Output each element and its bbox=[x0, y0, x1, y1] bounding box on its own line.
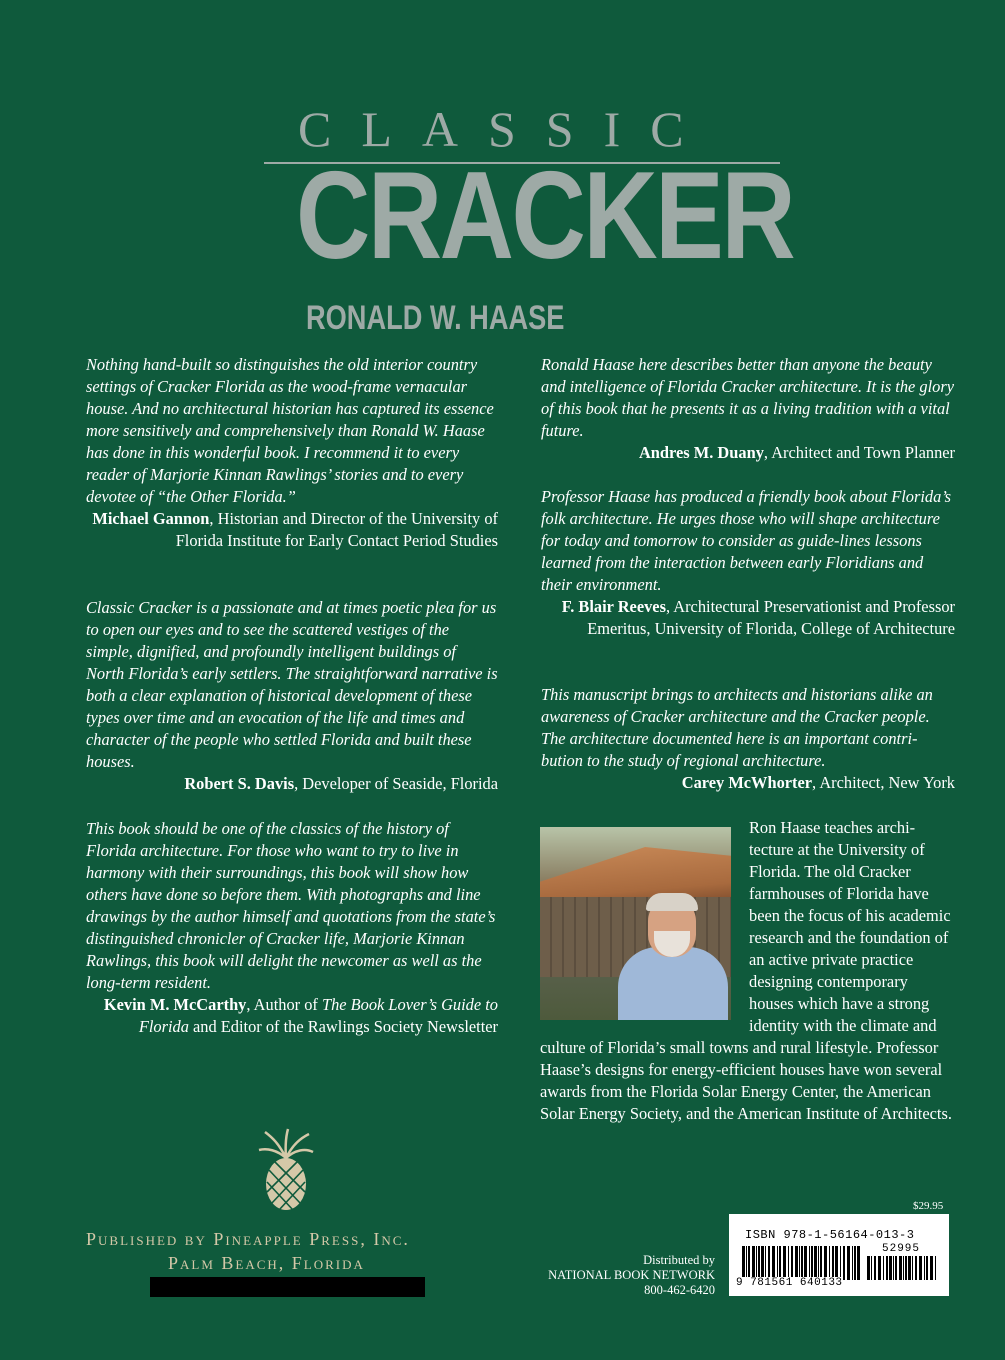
blurb-davis bbox=[86, 597, 498, 795]
blurb-role: , Architect and Town Planner bbox=[763, 443, 955, 462]
distributor-label: Distributed by bbox=[643, 1253, 715, 1267]
blurb-author: Andres M. Duany bbox=[638, 443, 764, 462]
blurb-quote-text: is a passionate and at times poetic plea for us to open our eyes and to see the scattered vestiges of the simple, dignified, and profoundly intelligent buildings of North Florida’s early settlers. The straightforward narrative is both a clear explanation of historical development of these types over time and an evocation of the life and times and character of the people who settled Florida and built these houses. bbox=[86, 598, 498, 771]
barcode-addon-icon bbox=[867, 1256, 939, 1280]
blurb-author: F. Blair Reeves bbox=[561, 597, 666, 616]
author-bio bbox=[540, 817, 952, 1125]
distributor-info bbox=[548, 1253, 715, 1298]
author-name: RONALD W. HAASE bbox=[306, 299, 565, 337]
blurb-quote: Nothing hand-built so distinguishes the old interior country settings of Cracker Florida as the wood-frame vernacular house. And no architectural historian has captured its essence more sensitively and comprehensively than Ronald W. Haase has done in this wonderful book. I recommend it to every reader of Marjorie Kinnan Rawlings’ stories and to every devotee of “the Other Florida.” bbox=[86, 355, 494, 506]
barcode-addon-number: 52995 bbox=[882, 1243, 921, 1255]
blurb-mccarthy bbox=[86, 818, 498, 1038]
pineapple-logo-icon bbox=[255, 1128, 317, 1212]
blurb-gannon bbox=[86, 354, 498, 552]
author-bio-text: Ron Haase teaches archi-tecture at the University of Florida. The old Cracker farmhouses of Florida have been the focus of his academic research and the foundation of an active private practice designing contemporary houses which have a strong identity with the climate and culture of Florida’s small towns and rural lifestyle. Professor Haase’s designs for energy-efficient houses have won several awards from the Florida Solar Energy Center, the American Solar Energy Society, and the American Institute of Architects. bbox=[540, 818, 952, 1123]
publisher-name: Published by Pineapple Press, Inc. bbox=[86, 1229, 410, 1249]
barcode-ean-number: 9 781561 640133 bbox=[736, 1277, 843, 1289]
barcode-icon bbox=[742, 1246, 862, 1280]
photo-author-shirt bbox=[618, 947, 728, 1020]
blurb-quote: Professor Haase has produced a friendly book about Florida’s folk architecture. He urges those who will shape architecture for today and tomorrow to consider as guide-lines lessons learned from the interaction between early Floridians and their environment. bbox=[541, 487, 952, 594]
blurb-role: , Architect, New York bbox=[812, 773, 955, 792]
title-line-cracker: CRACKER bbox=[296, 147, 794, 285]
blurb-author: Kevin M. McCarthy bbox=[103, 995, 247, 1014]
blurb-duany bbox=[541, 354, 955, 464]
blurb-quote: This book should be one of the classics of the history of Florida architecture. For those who want to try to live in harmony with their surroundings, this book will show how others have done so before them. With photographs and line drawings by the author himself and quotations from the state’s distinguished chronicler of Cracker life, Marjorie Kinnan Rawlings, this book will delight the newcomer as well as the long-term resident. bbox=[86, 819, 496, 992]
blurb-role-rest: and Editor of the Rawlings Society Newsletter bbox=[188, 1017, 498, 1036]
blurb-reeves bbox=[541, 486, 955, 640]
price: $29.95 bbox=[913, 1200, 944, 1212]
blurb-role-title: The Book Lover’s Guide to Florida bbox=[138, 995, 498, 1036]
blurb-attribution bbox=[86, 508, 498, 552]
blurb-role: , Developer of Seaside, Florida bbox=[294, 774, 498, 793]
blurb-role: , Architectural Preservationist and Professor Emeritus, University of Florida, College of Architecture bbox=[587, 597, 955, 638]
blurb-attribution bbox=[541, 596, 955, 640]
redaction-bar bbox=[150, 1277, 425, 1297]
blurb-role: , Author of bbox=[246, 995, 322, 1014]
blurb-role: , Historian and Director of the University of Florida Institute for Early Contact Period Studies bbox=[175, 509, 498, 550]
blurb-mcwhorter bbox=[541, 684, 955, 794]
distributor-phone: 800-462-6420 bbox=[644, 1283, 715, 1297]
blurb-quote bbox=[86, 597, 498, 773]
blurb-author: Michael Gannon bbox=[92, 509, 210, 528]
title-line-classic: CLASSIC bbox=[298, 101, 714, 157]
publisher-location: Palm Beach, Florida bbox=[168, 1253, 365, 1273]
photo-author-hair bbox=[646, 893, 698, 911]
blurb-author: Robert S. Davis bbox=[184, 774, 295, 793]
blurb-quote: Ronald Haase here describes better than anyone the beauty and intelligence of Florida Cracker architecture. It is the glory of this book that he presents it as a living tradition with a vital future. bbox=[541, 355, 955, 440]
blurb-attribution bbox=[86, 773, 498, 795]
author-photo bbox=[540, 827, 731, 1020]
blurb-attribution bbox=[86, 994, 498, 1038]
blurb-attribution bbox=[541, 772, 955, 794]
distributor-name: NATIONAL BOOK NETWORK bbox=[548, 1268, 715, 1282]
isbn-text: ISBN 978-1-56164-013-3 bbox=[745, 1228, 915, 1242]
blurb-author: Carey McWhorter bbox=[681, 773, 813, 792]
book-title-mention: Classic Cracker bbox=[86, 598, 193, 617]
blurb-quote: This manuscript brings to architects and historians alike an awareness of Cracker architecture and the Cracker people. The architecture documented here is an important contri-bution to the study of regional architecture. bbox=[541, 685, 933, 770]
blurb-attribution bbox=[541, 442, 955, 464]
